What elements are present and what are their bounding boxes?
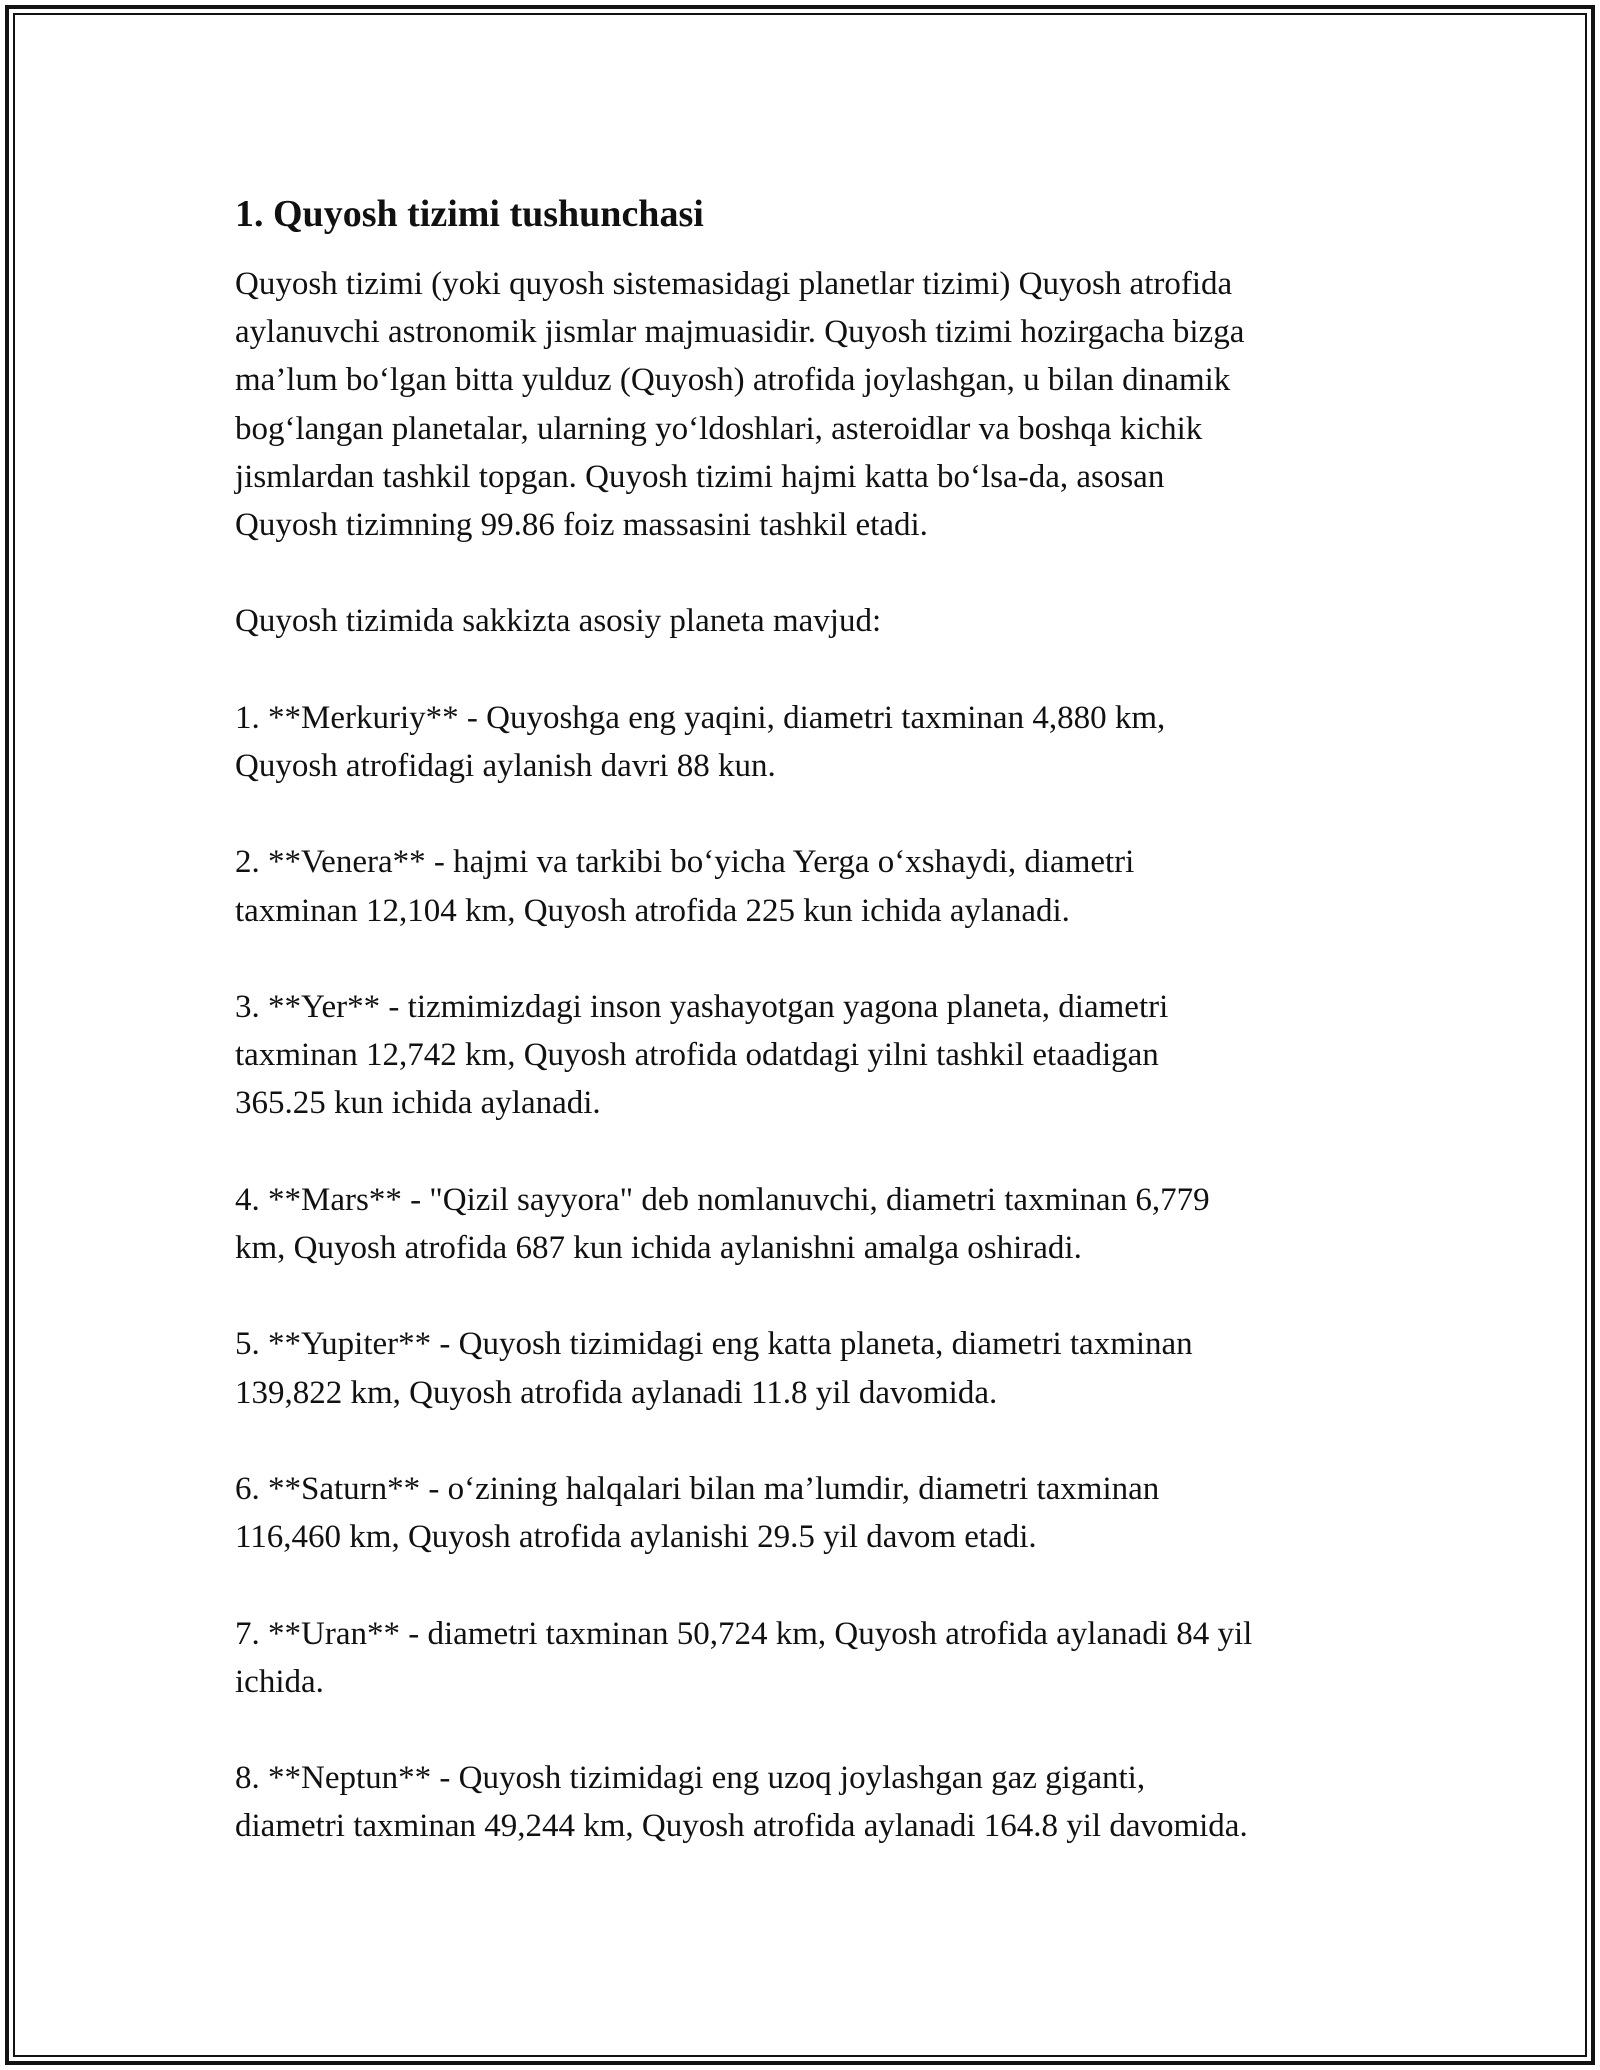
section-heading: 1. Quyosh tizimi tushunchasi <box>235 193 704 235</box>
planet-item-saturn: 6. **Saturn** - o‘zining halqalari bilan ma’lumdir, diametri taxminan 116,460 km, Quyosh atrofida aylanishi 29.5 yil davom etadi. <box>235 1470 1160 1556</box>
document-body <box>235 188 1395 1851</box>
paragraph-gap <box>235 1272 1395 1320</box>
planet-item-uranus: 7. **Uran** - diametri taxminan 50,724 km, Quyosh atrofida aylanadi 84 yil ichida. <box>235 1615 1253 1700</box>
planet-item-jupiter: 5. **Yupiter** - Quyosh tizimidagi eng katta planeta, diametri taxminan 139,822 km, Quyosh atrofida aylanadi 11.8 yil davomida. <box>235 1326 1193 1411</box>
paragraph-gap <box>235 790 1395 838</box>
planet-item-mercury: 1. **Merkuriy** - Quyoshga eng yaqini, diametri taxminan 4,880 km, Quyosh atrofidagi aylanish davri 88 kun. <box>235 699 1166 784</box>
list-intro: Quyosh tizimida sakkizta asosiy planeta mavjud: <box>235 603 882 640</box>
intro-paragraph: Quyosh tizimi (yoki quyosh sistemasidagi planetlar tizimi) Quyosh atrofida aylanuvchi astronomik jismlar majmuasidir. Quyosh tizimi hozirgacha bizga ma’lum bo‘lgan bitta yulduz (Quyosh) atrofida joylashgan, u bilan dinamik bog‘langan planetalar, ularning yo‘ldoshlari, asteroidlar va boshqa kichik jismlardan tashkil topgan. Quyosh tizimi hajmi katta bo‘lsa-da, asosan Quyosh tizimning 99.86 foiz massasini tashkil etadi. <box>235 266 1245 544</box>
planet-item-mars: 4. **Mars** - "Qizil sayyora" deb nomlanuvchi, diametri taxminan 6,779 km, Quyosh atrofida 687 kun ichida aylanishni amalga oshiradi. <box>235 1181 1210 1266</box>
planet-item-earth: 3. **Yer** - tizmimizdagi inson yashayotgan yagona planeta, diametri taxminan 12,742 km, Quyosh atrofida odatdagi yilni tashkil etaadigan 365.25 kun ichida aylanadi. <box>235 988 1169 1122</box>
paragraph-gap <box>235 1706 1395 1754</box>
paragraph-gap <box>235 549 1395 597</box>
paragraph-gap <box>235 1561 1395 1609</box>
paragraph-gap <box>235 935 1395 983</box>
paragraph-gap <box>235 1128 1395 1176</box>
paragraph-gap <box>235 1417 1395 1465</box>
planet-item-neptune: 8. **Neptun** - Quyosh tizimidagi eng uzoq joylashgan gaz giganti, diametri taxminan 49,244 km, Quyosh atrofida aylanadi 164.8 yil davomida. <box>235 1760 1248 1845</box>
planet-item-venus: 2. **Venera** - hajmi va tarkibi bo‘yicha Yerga o‘xshaydi, diametri taxminan 12,104 km, Quyosh atrofida 225 kun ichida aylanadi. <box>235 844 1135 929</box>
paragraph-gap <box>235 646 1395 694</box>
